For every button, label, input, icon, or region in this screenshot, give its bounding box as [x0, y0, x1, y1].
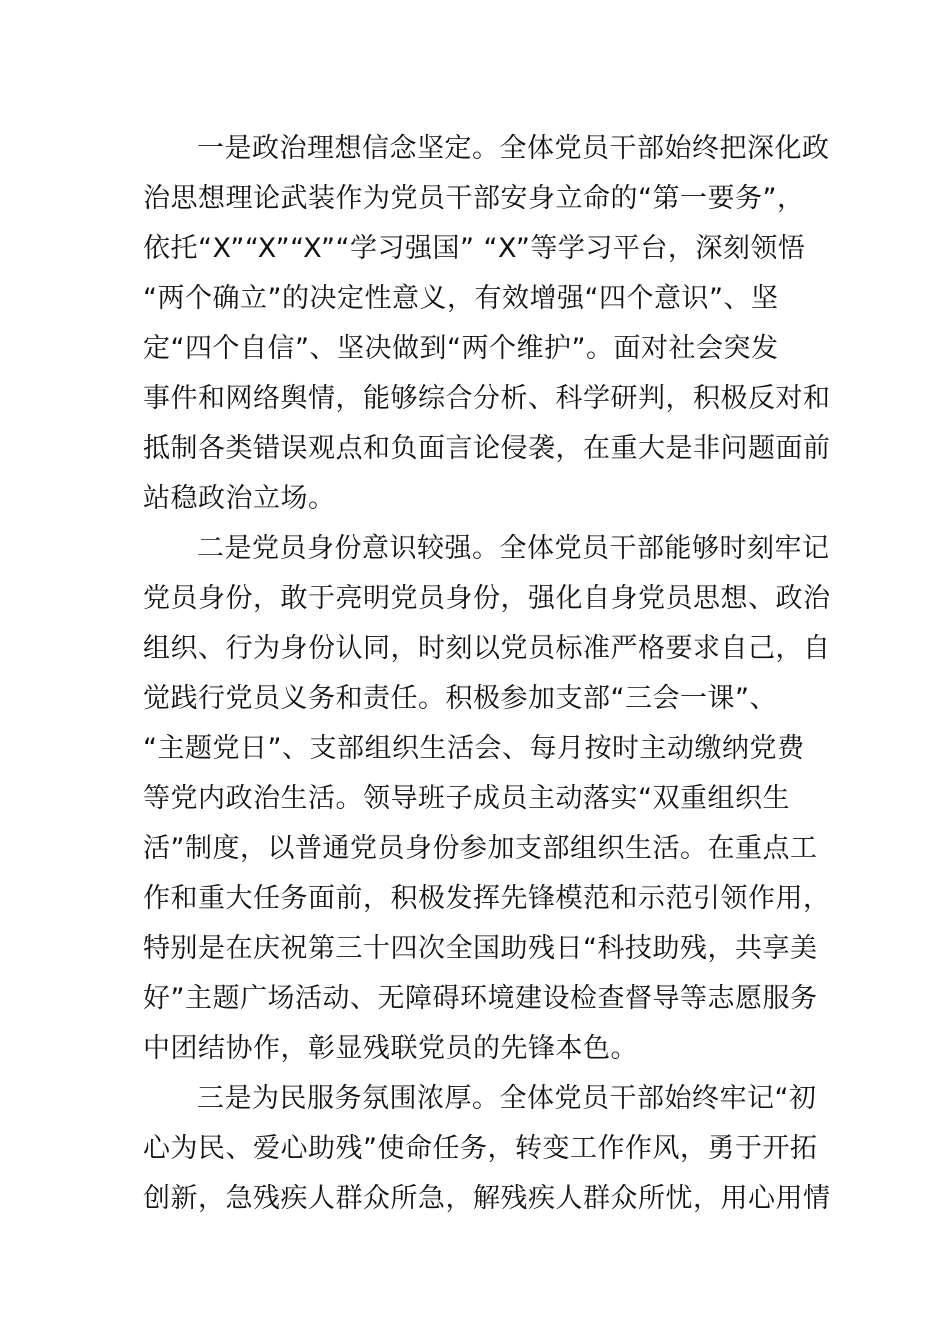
- text-line: 特别是在庆祝第三十四次全国助残日“科技助残，共享美: [143, 933, 818, 964]
- text-line: 一是政治理想信念坚定。全体党员干部始终把深化政: [197, 133, 830, 164]
- text-line: 治思想理论武装作为党员干部安身立命的“第一要务”，: [143, 183, 805, 214]
- text-line: 定“四个自信”、坚决做到“两个维护”。面对社会突发: [143, 333, 779, 364]
- text-line: 站稳政治立场。: [143, 483, 336, 514]
- text-line: 觉践行党员义务和责任。积极参加支部“三会一课”、: [143, 683, 777, 714]
- text-line: 活”制度，以普通党员身份参加支部组织生活。在重点工: [143, 833, 818, 864]
- text-line: 心为民、爱心助残”使命任务，转变工作作风，勇于开拓: [143, 1133, 818, 1164]
- body-text: [143, 124, 831, 1224]
- text-line: “主题党日”、支部组织生活会、每月按时主动缴纳党费: [143, 733, 805, 764]
- text-line: 依托“X”“X”“X”“学习强国” “X”等学习平台，深刻领悟: [143, 233, 806, 264]
- text-line: “两个确立”的决定性意义，有效增强“四个意识”、坚: [143, 283, 779, 314]
- text-line: 作和重大任务面前，积极发挥先锋模范和示范引领作用，: [143, 883, 831, 914]
- text-line: 党员身份，敢于亮明党员身份，强化自身党员思想、政治: [143, 583, 831, 614]
- text-line: 二是党员身份意识较强。全体党员干部能够时刻牢记: [197, 533, 830, 564]
- text-line: 中团结协作，彰显残联党员的先锋本色。: [143, 1033, 638, 1064]
- text-line: 好”主题广场活动、无障碍环境建设检查督导等志愿服务: [143, 983, 818, 1014]
- text-line: 等党内政治生活。领导班子成员主动落实“双重组织生: [143, 783, 790, 814]
- text-line: 组织、行为身份认同，时刻以党员标准严格要求自己，自: [143, 633, 831, 664]
- text-line: 三是为民服务氛围浓厚。全体党员干部始终牢记“初: [197, 1083, 817, 1114]
- text-line: 创新，急残疾人群众所急，解残疾人群众所忧，用心用情: [143, 1183, 831, 1214]
- text-line: 事件和网络舆情，能够综合分析、科学研判，积极反对和: [143, 383, 831, 414]
- text-line: 抵制各类错误观点和负面言论侵袭，在重大是非问题面前: [143, 433, 831, 464]
